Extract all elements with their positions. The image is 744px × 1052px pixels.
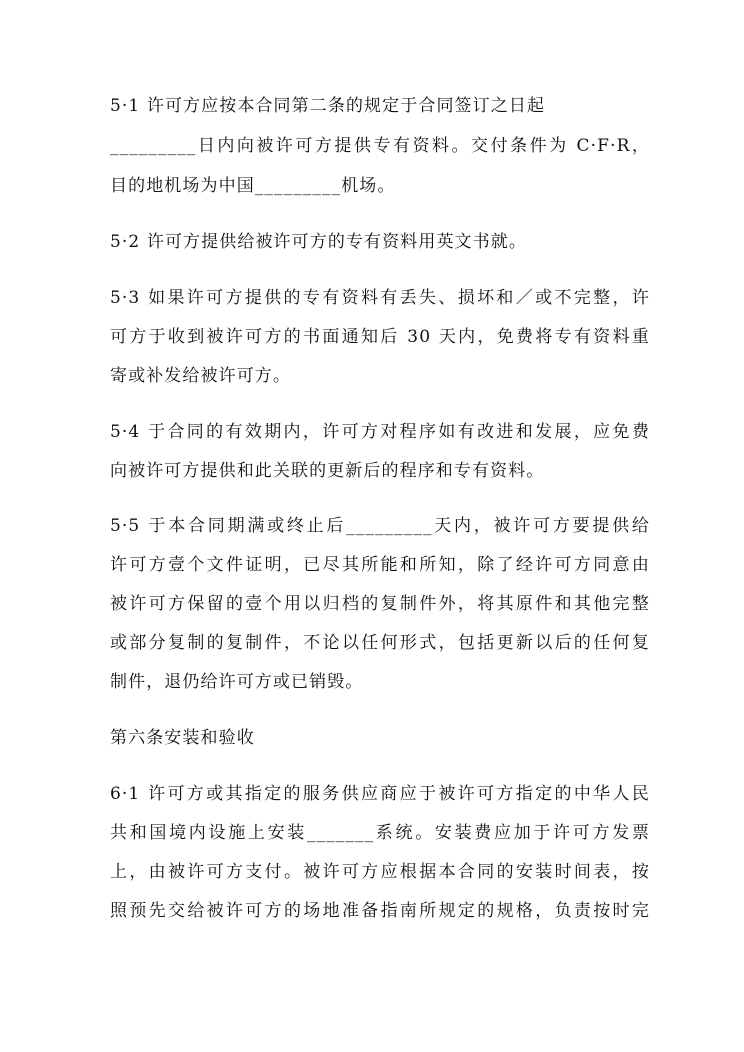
text-line: 5·4 于合同的有效期内，许可方对程序如有改进和发展，应免费 [110, 422, 650, 442]
text-line: _________日内向被许可方提供专有资料。交付条件为 C·F·R， [110, 136, 650, 156]
text-line: 许可方壹个文件证明，已尽其所能和所知，除了经许可方同意由 [110, 555, 650, 575]
text-line: 照预先交给被许可方的场地准备指南所规定的规格，负责按时完 [110, 901, 650, 921]
text-line: 5·2 许可方提供给被许可方的专有资料用英文书就。 [110, 232, 527, 252]
text-line: 6·1 许可方或其指定的服务供应商应于被许可方指定的中华人民 [110, 784, 650, 804]
text-line: 可方于收到被许可方的书面通知后 30 天内，免费将专有资料重 [110, 327, 650, 347]
text-line: 或部分复制的复制件，不论以任何形式，包括更新以后的任何复 [110, 633, 650, 653]
text-line: 5·5 于本合同期满或终止后_________天内，被许可方要提供给 [110, 516, 650, 536]
text-line: 共和国境内设施上安装_______系统。安装费应加于许可方发票 [110, 823, 650, 843]
text-line: 制件，退仍给许可方或已销毁。 [110, 672, 364, 692]
text-line: 被许可方保留的壹个用以归档的复制件外，将其原件和其他完整 [110, 594, 650, 614]
section-heading: 第六条安装和验收 [110, 728, 255, 748]
text-line: 5·1 许可方应按本合同第二条的规定于合同签订之日起 [110, 96, 546, 116]
text-line: 目的地机场为中国_________机场。 [110, 176, 396, 196]
text-line: 上，由被许可方支付。被许可方应根据本合同的安装时间表，按 [110, 862, 650, 882]
text-line: 寄或补发给被许可方。 [110, 366, 291, 386]
text-line: 5·3 如果许可方提供的专有资料有丢失、损坏和／或不完整，许 [110, 288, 650, 308]
text-line: 向被许可方提供和此关联的更新后的程序和专有资料。 [110, 461, 545, 481]
